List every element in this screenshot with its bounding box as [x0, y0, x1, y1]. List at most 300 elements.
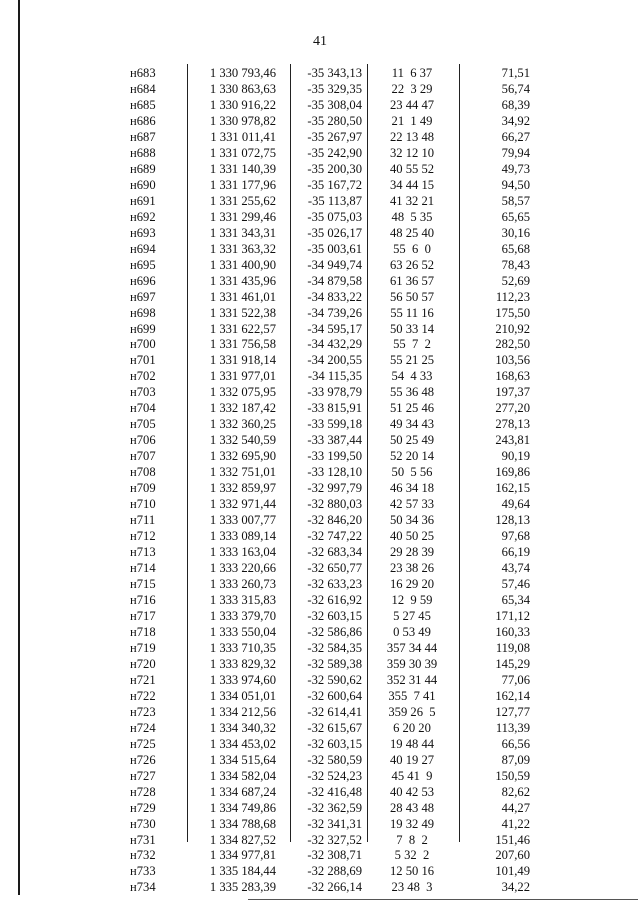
point-id: н709	[130, 481, 156, 496]
direction-angle: 40 19 27	[389, 752, 435, 767]
x-coordinate: 1 331 756,58	[209, 337, 276, 352]
table-row	[0, 210, 640, 226]
point-id: н727	[130, 768, 156, 783]
x-coordinate: 1 334 977,81	[209, 848, 276, 863]
direction-angle: 51 25 46	[389, 401, 435, 416]
direction-angle: 55 7 2	[393, 337, 431, 352]
point-id: н710	[130, 497, 156, 512]
point-id: н729	[130, 800, 156, 815]
point-id: н732	[130, 848, 156, 863]
table-row	[0, 258, 640, 274]
direction-angle: 359 26 5	[388, 704, 436, 719]
direction-angle: 50 25 49	[389, 433, 435, 448]
table-row	[0, 753, 640, 769]
y-coordinate: -34 949,74	[307, 257, 362, 272]
table-row	[0, 242, 640, 258]
table-row	[0, 641, 640, 657]
x-coordinate: 1 333 163,04	[209, 545, 276, 560]
table-row	[0, 162, 640, 178]
y-coordinate: -34 115,35	[307, 369, 362, 384]
point-id: н700	[130, 337, 156, 352]
point-id: н688	[130, 145, 156, 160]
table-row	[0, 114, 640, 130]
point-id: н726	[130, 752, 156, 767]
point-id: н718	[130, 624, 156, 639]
page-bottom-rule	[248, 899, 638, 900]
y-coordinate: -32 416,48	[307, 784, 362, 799]
segment-length: 97,68	[501, 529, 530, 544]
segment-length: 52,69	[501, 273, 530, 288]
coordinates-table	[0, 66, 640, 896]
point-id: н705	[130, 417, 156, 432]
point-id: н687	[130, 129, 156, 144]
table-row	[0, 737, 640, 753]
direction-angle: 0 53 49	[393, 624, 431, 639]
point-id: н685	[130, 97, 156, 112]
direction-angle: 5 32 2	[394, 848, 430, 863]
direction-angle: 21 1 49	[391, 113, 433, 128]
segment-length: 112,23	[495, 289, 530, 304]
y-coordinate: -33 199,50	[307, 449, 362, 464]
point-id: н703	[130, 385, 156, 400]
point-id: н730	[130, 816, 156, 831]
table-row	[0, 689, 640, 705]
point-id: н686	[130, 113, 156, 128]
y-coordinate: -32 362,59	[307, 800, 362, 815]
point-id: н717	[130, 608, 156, 623]
y-coordinate: -33 599,18	[307, 417, 362, 432]
segment-length: 78,43	[501, 257, 530, 272]
x-coordinate: 1 334 687,24	[209, 784, 276, 799]
table-row	[0, 306, 640, 322]
x-coordinate: 1 334 051,01	[209, 688, 276, 703]
segment-length: 113,39	[495, 720, 530, 735]
direction-angle: 359 30 39	[386, 656, 438, 671]
point-id: н724	[130, 720, 156, 735]
segment-length: 282,50	[495, 337, 530, 352]
table-row	[0, 401, 640, 417]
table-row	[0, 817, 640, 833]
x-coordinate: 1 331 255,62	[209, 193, 276, 208]
x-coordinate: 1 331 461,01	[209, 289, 276, 304]
x-coordinate: 1 332 859,97	[209, 481, 276, 496]
point-id: н721	[130, 672, 156, 687]
direction-angle: 45 41 9	[391, 768, 433, 783]
y-coordinate: -32 308,71	[307, 848, 362, 863]
y-coordinate: -32 747,22	[307, 529, 362, 544]
y-coordinate: -33 815,91	[307, 401, 362, 416]
y-coordinate: -32 603,15	[307, 608, 362, 623]
point-id: н689	[130, 161, 156, 176]
x-coordinate: 1 333 007,77	[209, 513, 276, 528]
direction-angle: 23 38 26	[389, 561, 435, 576]
table-row	[0, 130, 640, 146]
table-row	[0, 417, 640, 433]
y-coordinate: -33 387,44	[307, 433, 362, 448]
table-row	[0, 82, 640, 98]
direction-angle: 40 50 25	[389, 529, 435, 544]
y-coordinate: -35 267,97	[307, 129, 362, 144]
direction-angle: 56 50 57	[389, 289, 435, 304]
x-coordinate: 1 332 075,95	[209, 385, 276, 400]
segment-length: 66,27	[501, 129, 530, 144]
segment-length: 49,64	[501, 497, 530, 512]
direction-angle: 55 36 48	[389, 385, 435, 400]
x-coordinate: 1 333 260,73	[209, 577, 276, 591]
table-row	[0, 449, 640, 465]
point-id: н708	[130, 465, 156, 480]
x-coordinate: 1 333 379,70	[209, 608, 276, 623]
x-coordinate: 1 333 315,83	[209, 592, 276, 607]
y-coordinate: -32 633,23	[307, 577, 362, 591]
y-coordinate: -35 308,04	[307, 97, 362, 112]
y-coordinate: -35 242,90	[307, 145, 362, 160]
y-coordinate: -32 614,41	[307, 704, 362, 719]
direction-angle: 29 28 39	[389, 545, 435, 560]
x-coordinate: 1 332 971,44	[209, 497, 276, 512]
direction-angle: 352 31 44	[386, 672, 438, 687]
point-id: н711	[130, 513, 156, 528]
y-coordinate: -32 327,52	[307, 832, 362, 847]
table-row	[0, 353, 640, 369]
segment-length: 162,15	[495, 481, 530, 496]
segment-length: 278,13	[495, 417, 530, 432]
direction-angle: 52 20 14	[389, 449, 435, 464]
x-coordinate: 1 331 522,38	[209, 305, 276, 320]
x-coordinate: 1 331 435,96	[209, 273, 276, 288]
direction-angle: 55 6 0	[393, 241, 431, 256]
segment-length: 277,20	[495, 401, 530, 416]
y-coordinate: -34 879,58	[307, 273, 362, 288]
table-row	[0, 98, 640, 114]
point-id: н692	[130, 209, 156, 224]
table-row	[0, 322, 640, 338]
x-coordinate: 1 331 622,57	[209, 321, 276, 336]
x-coordinate: 1 335 283,39	[209, 880, 276, 895]
direction-angle: 50 34 36	[389, 513, 435, 528]
table-row	[0, 577, 640, 593]
page-number: 41	[313, 34, 327, 49]
point-id: н719	[130, 640, 156, 655]
point-id: н733	[130, 864, 156, 879]
y-coordinate: -32 616,92	[307, 592, 362, 607]
x-coordinate: 1 332 751,01	[209, 465, 276, 480]
x-coordinate: 1 331 400,90	[209, 257, 276, 272]
y-coordinate: -35 167,72	[307, 177, 362, 192]
x-coordinate: 1 332 540,59	[209, 433, 276, 448]
point-id: н699	[130, 321, 156, 336]
table-row	[0, 369, 640, 385]
point-id: н707	[130, 449, 156, 464]
segment-length: 169,86	[495, 465, 530, 480]
y-coordinate: -34 739,26	[307, 305, 362, 320]
table-row	[0, 848, 640, 864]
table-row	[0, 864, 640, 880]
point-id: н712	[130, 529, 156, 544]
segment-length: 65,68	[501, 241, 530, 256]
x-coordinate: 1 331 918,14	[209, 353, 276, 368]
table-row	[0, 497, 640, 513]
y-coordinate: -32 846,20	[307, 513, 362, 528]
y-coordinate: -34 432,29	[307, 337, 362, 352]
direction-angle: 6 20 20	[393, 720, 431, 735]
segment-length: 34,22	[501, 880, 530, 895]
x-coordinate: 1 333 089,14	[209, 529, 276, 544]
x-coordinate: 1 331 011,41	[210, 129, 276, 144]
x-coordinate: 1 330 863,63	[209, 81, 276, 96]
x-coordinate: 1 331 977,01	[209, 369, 276, 384]
segment-length: 94,50	[501, 177, 530, 192]
point-id: н725	[130, 736, 156, 751]
direction-angle: 54 4 33	[391, 369, 433, 384]
y-coordinate: -34 833,22	[307, 289, 362, 304]
table-row	[0, 801, 640, 817]
y-coordinate: -35 329,35	[307, 81, 362, 96]
direction-angle: 40 55 52	[389, 161, 435, 176]
x-coordinate: 1 331 363,32	[209, 241, 276, 256]
x-coordinate: 1 334 212,56	[209, 704, 276, 719]
segment-length: 145,29	[495, 656, 530, 671]
x-coordinate: 1 333 710,35	[209, 640, 276, 655]
segment-length: 77,06	[501, 672, 530, 687]
y-coordinate: -32 615,67	[307, 720, 362, 735]
point-id: н693	[130, 225, 156, 240]
segment-length: 41,22	[501, 816, 530, 831]
y-coordinate: -35 026,17	[307, 225, 362, 240]
direction-angle: 23 48 3	[391, 880, 433, 895]
table-row	[0, 880, 640, 896]
table-row	[0, 290, 640, 306]
x-coordinate: 1 331 177,96	[209, 177, 276, 192]
segment-length: 82,62	[501, 784, 530, 799]
point-id: н720	[130, 656, 156, 671]
table-row	[0, 625, 640, 641]
point-id: н697	[130, 289, 156, 304]
point-id: н715	[130, 577, 156, 591]
segment-length: 243,81	[495, 433, 530, 448]
point-id: н690	[130, 177, 156, 192]
point-id: н734	[130, 880, 156, 895]
direction-angle: 55 21 25	[389, 353, 435, 368]
segment-length: 65,34	[501, 592, 530, 607]
direction-angle: 5 27 45	[393, 608, 431, 623]
segment-length: 43,74	[501, 561, 530, 576]
table-row	[0, 545, 640, 561]
direction-angle: 19 48 44	[389, 736, 435, 751]
point-id: н704	[130, 401, 156, 416]
x-coordinate: 1 334 340,32	[209, 720, 276, 735]
table-row	[0, 194, 640, 210]
segment-length: 160,33	[495, 624, 530, 639]
segment-length: 162,14	[495, 688, 530, 703]
x-coordinate: 1 332 360,25	[209, 417, 276, 432]
segment-length: 79,94	[501, 145, 530, 160]
direction-angle: 32 12 10	[389, 145, 435, 160]
x-coordinate: 1 331 072,75	[209, 145, 276, 160]
direction-angle: 63 26 52	[389, 257, 435, 272]
y-coordinate: -35 343,13	[307, 66, 362, 80]
table-row	[0, 657, 640, 673]
table-row	[0, 705, 640, 721]
table-row	[0, 226, 640, 242]
direction-angle: 50 33 14	[389, 321, 435, 336]
direction-angle: 19 32 49	[389, 816, 435, 831]
x-coordinate: 1 330 793,46	[209, 66, 276, 80]
segment-length: 66,56	[501, 736, 530, 751]
direction-angle: 12 9 59	[391, 592, 433, 607]
table-row	[0, 833, 640, 849]
direction-angle: 355 7 41	[388, 688, 436, 703]
direction-angle: 28 43 48	[389, 800, 435, 815]
segment-length: 207,60	[495, 848, 530, 863]
x-coordinate: 1 334 582,04	[209, 768, 276, 783]
segment-length: 66,19	[501, 545, 530, 560]
point-id: н695	[130, 257, 156, 272]
segment-length: 56,74	[501, 81, 530, 96]
direction-angle: 7 8 2	[396, 832, 428, 847]
x-coordinate: 1 331 299,46	[209, 209, 276, 224]
segment-length: 103,56	[495, 353, 530, 368]
x-coordinate: 1 335 184,44	[209, 864, 276, 879]
x-coordinate: 1 331 343,31	[209, 225, 276, 240]
point-id: н696	[130, 273, 156, 288]
x-coordinate: 1 334 827,52	[209, 832, 276, 847]
x-coordinate: 1 333 220,66	[209, 561, 276, 576]
direction-angle: 48 5 35	[391, 209, 433, 224]
point-id: н691	[130, 193, 156, 208]
segment-length: 150,59	[495, 768, 530, 783]
segment-length: 34,92	[501, 113, 530, 128]
table-row	[0, 609, 640, 625]
direction-angle: 23 44 47	[389, 97, 435, 112]
direction-angle: 11 6 37	[391, 66, 433, 80]
table-row	[0, 465, 640, 481]
table-row	[0, 337, 640, 353]
y-coordinate: -32 683,34	[307, 545, 362, 560]
y-coordinate: -32 584,35	[307, 640, 362, 655]
x-coordinate: 1 334 453,02	[209, 736, 276, 751]
segment-length: 68,39	[501, 97, 530, 112]
table-row	[0, 561, 640, 577]
x-coordinate: 1 332 695,90	[209, 449, 276, 464]
segment-length: 87,09	[501, 752, 530, 767]
segment-length: 175,50	[495, 305, 530, 320]
table-row	[0, 481, 640, 497]
point-id: н683	[130, 66, 156, 80]
segment-length: 168,63	[495, 369, 530, 384]
point-id: н702	[130, 369, 156, 384]
x-coordinate: 1 331 140,39	[209, 161, 276, 176]
y-coordinate: -32 589,38	[307, 656, 362, 671]
direction-angle: 12 50 16	[389, 864, 435, 879]
segment-length: 58,57	[501, 193, 530, 208]
x-coordinate: 1 334 749,86	[209, 800, 276, 815]
table-row	[0, 66, 640, 82]
point-id: н722	[130, 688, 156, 703]
table-row	[0, 513, 640, 529]
x-coordinate: 1 333 974,60	[209, 672, 276, 687]
direction-angle: 16 29 20	[389, 577, 435, 591]
direction-angle: 41 32 21	[389, 193, 435, 208]
direction-angle: 40 42 53	[389, 784, 435, 799]
table-row	[0, 673, 640, 689]
y-coordinate: -32 266,14	[307, 880, 362, 895]
point-id: н731	[130, 832, 156, 847]
y-coordinate: -33 128,10	[307, 465, 362, 480]
segment-length: 127,77	[495, 704, 530, 719]
direction-angle: 48 25 40	[389, 225, 435, 240]
direction-angle: 55 11 16	[390, 305, 434, 320]
segment-length: 65,65	[501, 209, 530, 224]
x-coordinate: 1 333 829,32	[209, 656, 276, 671]
y-coordinate: -32 580,59	[307, 752, 362, 767]
point-id: н684	[130, 81, 156, 96]
direction-angle: 42 57 33	[389, 497, 435, 512]
direction-angle: 49 34 43	[389, 417, 435, 432]
direction-angle: 61 36 57	[389, 273, 435, 288]
direction-angle: 22 13 48	[389, 129, 435, 144]
segment-length: 71,51	[501, 66, 530, 80]
direction-angle: 50 5 56	[391, 465, 433, 480]
point-id: н723	[130, 704, 156, 719]
table-row	[0, 769, 640, 785]
table-row	[0, 529, 640, 545]
table-row	[0, 593, 640, 609]
segment-length: 151,46	[495, 832, 530, 847]
point-id: н716	[130, 592, 156, 607]
y-coordinate: -32 600,64	[307, 688, 362, 703]
segment-length: 30,16	[501, 225, 530, 240]
point-id: н713	[130, 545, 156, 560]
segment-length: 119,08	[495, 640, 530, 655]
y-coordinate: -32 288,69	[307, 864, 362, 879]
y-coordinate: -32 341,31	[307, 816, 362, 831]
y-coordinate: -32 603,15	[307, 736, 362, 751]
point-id: н714	[130, 561, 156, 576]
point-id: н698	[130, 305, 156, 320]
x-coordinate: 1 334 788,68	[209, 816, 276, 831]
y-coordinate: -32 997,79	[307, 481, 362, 496]
table-row	[0, 785, 640, 801]
segment-length: 101,49	[495, 864, 530, 879]
y-coordinate: -32 590,62	[307, 672, 362, 687]
y-coordinate: -32 524,23	[307, 768, 362, 783]
segment-length: 210,92	[495, 321, 530, 336]
direction-angle: 357 34 44	[386, 640, 438, 655]
point-id: н706	[130, 433, 156, 448]
y-coordinate: -35 200,30	[307, 161, 362, 176]
segment-length: 197,37	[495, 385, 530, 400]
x-coordinate: 1 332 187,42	[209, 401, 276, 416]
y-coordinate: -32 650,77	[307, 561, 362, 576]
direction-angle: 22 3 29	[391, 81, 433, 96]
point-id: н728	[130, 784, 156, 799]
y-coordinate: -34 200,55	[307, 353, 362, 368]
table-row	[0, 274, 640, 290]
y-coordinate: -32 880,03	[307, 497, 362, 512]
y-coordinate: -33 978,79	[307, 385, 362, 400]
x-coordinate: 1 330 978,82	[209, 113, 276, 128]
segment-length: 171,12	[495, 608, 530, 623]
direction-angle: 46 34 18	[389, 481, 435, 496]
point-id: н694	[130, 241, 156, 256]
y-coordinate: -35 280,50	[307, 113, 362, 128]
segment-length: 90,19	[501, 449, 530, 464]
x-coordinate: 1 330 916,22	[209, 97, 276, 112]
segment-length: 57,46	[501, 577, 530, 591]
table-row	[0, 146, 640, 162]
point-id: н701	[130, 353, 156, 368]
